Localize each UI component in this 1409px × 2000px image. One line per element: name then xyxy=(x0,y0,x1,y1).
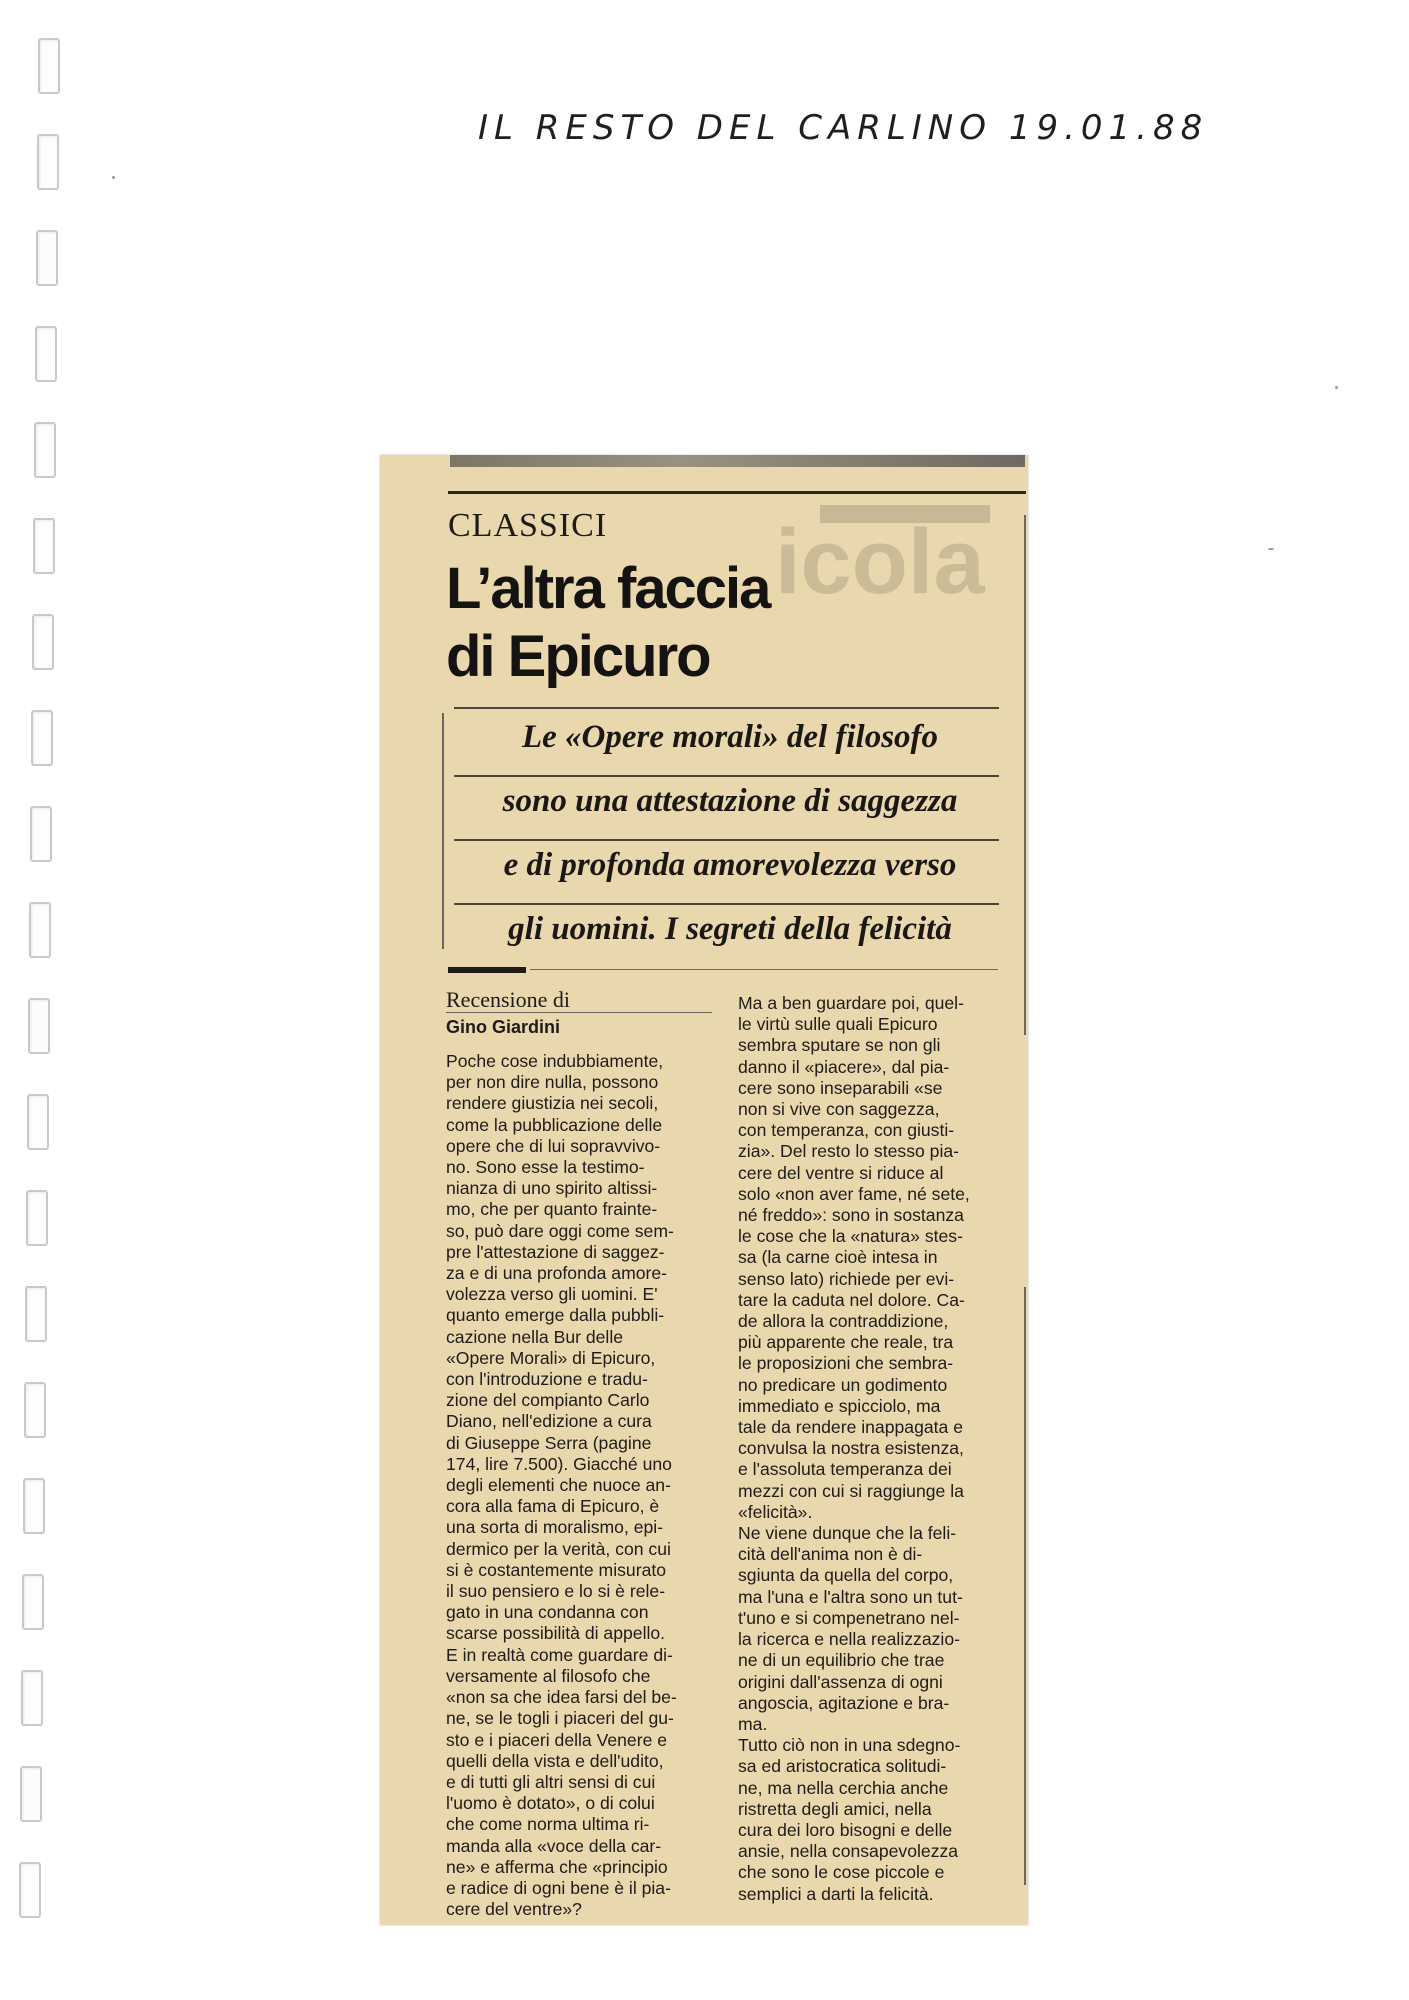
article-column-right xyxy=(738,993,1010,1905)
article-text-line: zione del compianto Carlo xyxy=(446,1390,650,1411)
article-text-line: le virtù sulle quali Epicuro xyxy=(738,1014,938,1035)
section-kicker: CLASSICI xyxy=(448,507,608,544)
article-text-line: una sorta di moralismo, epi- xyxy=(446,1517,664,1538)
binder-hole xyxy=(36,230,58,286)
byline-rule xyxy=(446,1012,712,1013)
article-text-line: ma. xyxy=(738,1713,768,1734)
article-text-line: con l'introduzione e tradu- xyxy=(446,1369,648,1390)
article-text-line: origini dall'assenza di ogni xyxy=(738,1671,943,1692)
article-text-line: Diano, nell'edizione a cura xyxy=(446,1411,652,1432)
subhead-line: e di profonda amorevolezza verso xyxy=(503,847,957,883)
section-rule xyxy=(530,969,998,970)
article-text-line: za e di una profonda amore- xyxy=(446,1263,668,1284)
binder-hole xyxy=(38,38,60,94)
article-text-line: t'uno e si compenetrano nel- xyxy=(738,1607,960,1628)
binder-hole xyxy=(31,710,53,766)
article-text-line: la ricerca e nella realizzazio- xyxy=(738,1629,960,1650)
article-text-line: cere del ventre si riduce al xyxy=(738,1162,944,1183)
article-text-line: quelli della vista e dell'udito, xyxy=(446,1750,664,1771)
article-text-line: cazione nella Bur delle xyxy=(446,1326,624,1347)
binder-hole xyxy=(23,1478,45,1534)
column-right-rule xyxy=(1024,1287,1026,1885)
article-text-line: di Giuseppe Serra (pagine xyxy=(446,1432,652,1453)
article-text-line: gato in una condanna con xyxy=(446,1602,649,1623)
binder-hole xyxy=(28,998,50,1054)
binder-hole xyxy=(24,1382,46,1438)
article-text-line: «felicità». xyxy=(738,1501,813,1522)
article-text-line: ne» e afferma che «principio xyxy=(446,1856,668,1877)
article-text-line: ne di un equilibrio che trae xyxy=(738,1650,945,1671)
handwritten-source-note: IL RESTO DEL CARLINO 19.01.88 xyxy=(478,108,1209,148)
article-text-line: per non dire nulla, possono xyxy=(446,1072,659,1093)
article-text-line: scarse possibilità di appello. xyxy=(446,1623,666,1644)
binder-hole xyxy=(29,902,51,958)
article-text-line: quanto emerge dalla pubbli- xyxy=(446,1305,665,1326)
paper-speck xyxy=(1268,548,1274,550)
article-text-line: cura dei loro bisogni e delle xyxy=(738,1819,953,1840)
article-text-line: non si vive con saggezza, xyxy=(738,1099,940,1120)
binder-hole xyxy=(37,134,59,190)
newspaper-clipping xyxy=(380,455,1028,1925)
article-text-line: Tutto ciò non in una sdegno- xyxy=(738,1735,961,1756)
article-text-line: ristretta degli amici, nella xyxy=(738,1798,932,1819)
article-text-line: cità dell'anima non è di- xyxy=(738,1544,923,1565)
article-text-line: cere del ventre»? xyxy=(446,1899,582,1920)
article-text-line: pre l'attestazione di saggez- xyxy=(446,1241,665,1262)
paper-speck xyxy=(1335,386,1338,389)
article-text-line: convulsa la nostra esistenza, xyxy=(738,1438,964,1459)
byline-label: Recensione di xyxy=(446,987,571,1012)
article-text-line: immediato e spicciolo, ma xyxy=(738,1395,941,1416)
article-text-line: tare la caduta nel dolore. Ca- xyxy=(738,1289,965,1310)
article-text-line: e l'assoluta temperanza dei xyxy=(738,1459,952,1480)
article-text-line: cere sono inseparabili «se xyxy=(738,1077,943,1098)
subhead-line: Le «Opere morali» del filosofo xyxy=(521,719,939,755)
section-bar xyxy=(448,967,526,973)
article-text-line: l'uomo è dotato», o di colui xyxy=(446,1793,655,1814)
article-text-line: e di tutti gli altri sensi di cui xyxy=(446,1771,656,1792)
article-text-line: rendere giustizia nei secoli, xyxy=(446,1093,659,1114)
article-text-line: che come norma ultima ri- xyxy=(446,1814,650,1835)
article-text-line: dermico per la verità, con cui xyxy=(446,1538,671,1559)
binder-hole xyxy=(26,1190,48,1246)
binder-hole xyxy=(21,1670,43,1726)
article-text-line: sembra sputare se non gli xyxy=(738,1035,941,1056)
subhead-line: gli uomini. I segreti della felicità xyxy=(508,911,952,947)
article-text-line: sa ed aristocratica solitudi- xyxy=(738,1756,947,1777)
binder-hole xyxy=(35,326,57,382)
article-text-line: angoscia, agitazione e bra- xyxy=(738,1692,950,1713)
article-text-line: solo «non aver fame, né sete, xyxy=(738,1183,970,1204)
binder-hole xyxy=(22,1574,44,1630)
binder-hole xyxy=(30,806,52,862)
clipping-top-band xyxy=(450,455,1025,467)
article-text-line: più apparente che reale, tra xyxy=(738,1332,954,1353)
binder-hole xyxy=(33,518,55,574)
article-text-line: Ne viene dunque che la feli- xyxy=(738,1523,957,1544)
article-text-line: E in realtà come guardare di- xyxy=(446,1644,673,1665)
binder-hole xyxy=(34,422,56,478)
article-text-line: e radice di ogni bene è il pia- xyxy=(446,1877,671,1898)
article-text-line: degli elementi che nuoce an- xyxy=(446,1475,671,1496)
article-text-line: come la pubblicazione delle xyxy=(446,1114,663,1135)
article-text-line: no. Sono esse la testimo- xyxy=(446,1157,645,1178)
article-text-line: le cose che la «natura» stes- xyxy=(738,1226,963,1247)
article-text-line: danno il «piacere», dal pia- xyxy=(738,1056,950,1077)
article-text-line: con temperanza, con giusti- xyxy=(738,1120,955,1141)
article-text-line: ma l'una e l'altra sono un tut- xyxy=(738,1586,963,1607)
clip-right-rule xyxy=(1024,515,1026,1035)
article-text-line: manda alla «voce della car- xyxy=(446,1835,662,1856)
article-text-line: zia». Del resto lo stesso pia- xyxy=(738,1141,959,1162)
subheadline xyxy=(450,705,1010,955)
binder-hole xyxy=(20,1766,42,1822)
subhead-line: sono una attestazione di saggezza xyxy=(502,783,958,819)
binder-hole xyxy=(32,614,54,670)
article-text-line: si è costantemente misurato xyxy=(446,1559,667,1580)
article-text-line: cora alla fama di Epicuro, è xyxy=(446,1496,660,1517)
byline-author: Gino Giardini xyxy=(446,1017,561,1037)
bleed-through-text: icola xyxy=(775,511,985,613)
article-text-line: Ma a ben guardare poi, quel- xyxy=(738,993,964,1013)
article-text-line: né freddo»: sono in sostanza xyxy=(738,1205,964,1226)
article-text-line: so, può dare oggi come sem- xyxy=(446,1220,674,1241)
article-text-line: che sono le cose piccole e xyxy=(738,1862,945,1883)
article-text-line: le proposizioni che sembra- xyxy=(738,1353,954,1374)
article-text-line: Poche cose indubbiamente, xyxy=(446,1051,664,1071)
headline-line: di Epicuro xyxy=(446,624,710,689)
subhead-left-rule xyxy=(442,713,444,949)
article-text-line: ansie, nella consapevolezza xyxy=(738,1841,959,1862)
binder-hole xyxy=(27,1094,49,1150)
article-text-line: sa (la carne cioè intesa in xyxy=(738,1247,938,1268)
article-text-line: sgiunta da quella del corpo, xyxy=(738,1565,954,1586)
article-text-line: il suo pensiero e lo si è rele- xyxy=(446,1581,666,1602)
article-text-line: mezzi con cui si raggiunge la xyxy=(738,1480,964,1501)
article-text-line: nianza di uno spirito altissi- xyxy=(446,1178,658,1199)
paper-speck xyxy=(112,176,115,179)
article-text-line: mo, che per quanto frainte- xyxy=(446,1199,658,1220)
headline xyxy=(446,555,966,695)
article-text-line: senso lato) richiede per evi- xyxy=(738,1268,955,1289)
article-text-line: sto e i piaceri della Venere e xyxy=(446,1729,668,1750)
article-text-line: «Opere Morali» di Epicuro, xyxy=(446,1347,656,1368)
article-text-line: «non sa che idea farsi del be- xyxy=(446,1687,677,1708)
article-text-line: 174, lire 7.500). Giacché uno xyxy=(446,1453,672,1474)
article-text-line: semplici a darti la felicità. xyxy=(738,1883,934,1904)
article-text-line: opere che di lui sopravvivo- xyxy=(446,1135,661,1156)
article-text-line: volezza verso gli uomini. E' xyxy=(446,1284,658,1305)
article-column-left xyxy=(446,1051,718,1920)
headline-line: L’altra faccia xyxy=(446,556,770,621)
article-text-line: tale da rendere inappagata e xyxy=(738,1417,963,1438)
article-text-line: ne, se le togli i piaceri del gu- xyxy=(446,1708,674,1729)
article-text-line: ne, ma nella cerchia anche xyxy=(738,1777,949,1798)
top-rule xyxy=(448,491,1026,494)
article-text-line: no predicare un godimento xyxy=(738,1374,948,1395)
binder-hole xyxy=(19,1862,41,1918)
article-text-line: versamente al filosofo che xyxy=(446,1665,651,1686)
article-text-line: de allora la contraddizione, xyxy=(738,1311,949,1332)
binder-hole xyxy=(25,1286,47,1342)
